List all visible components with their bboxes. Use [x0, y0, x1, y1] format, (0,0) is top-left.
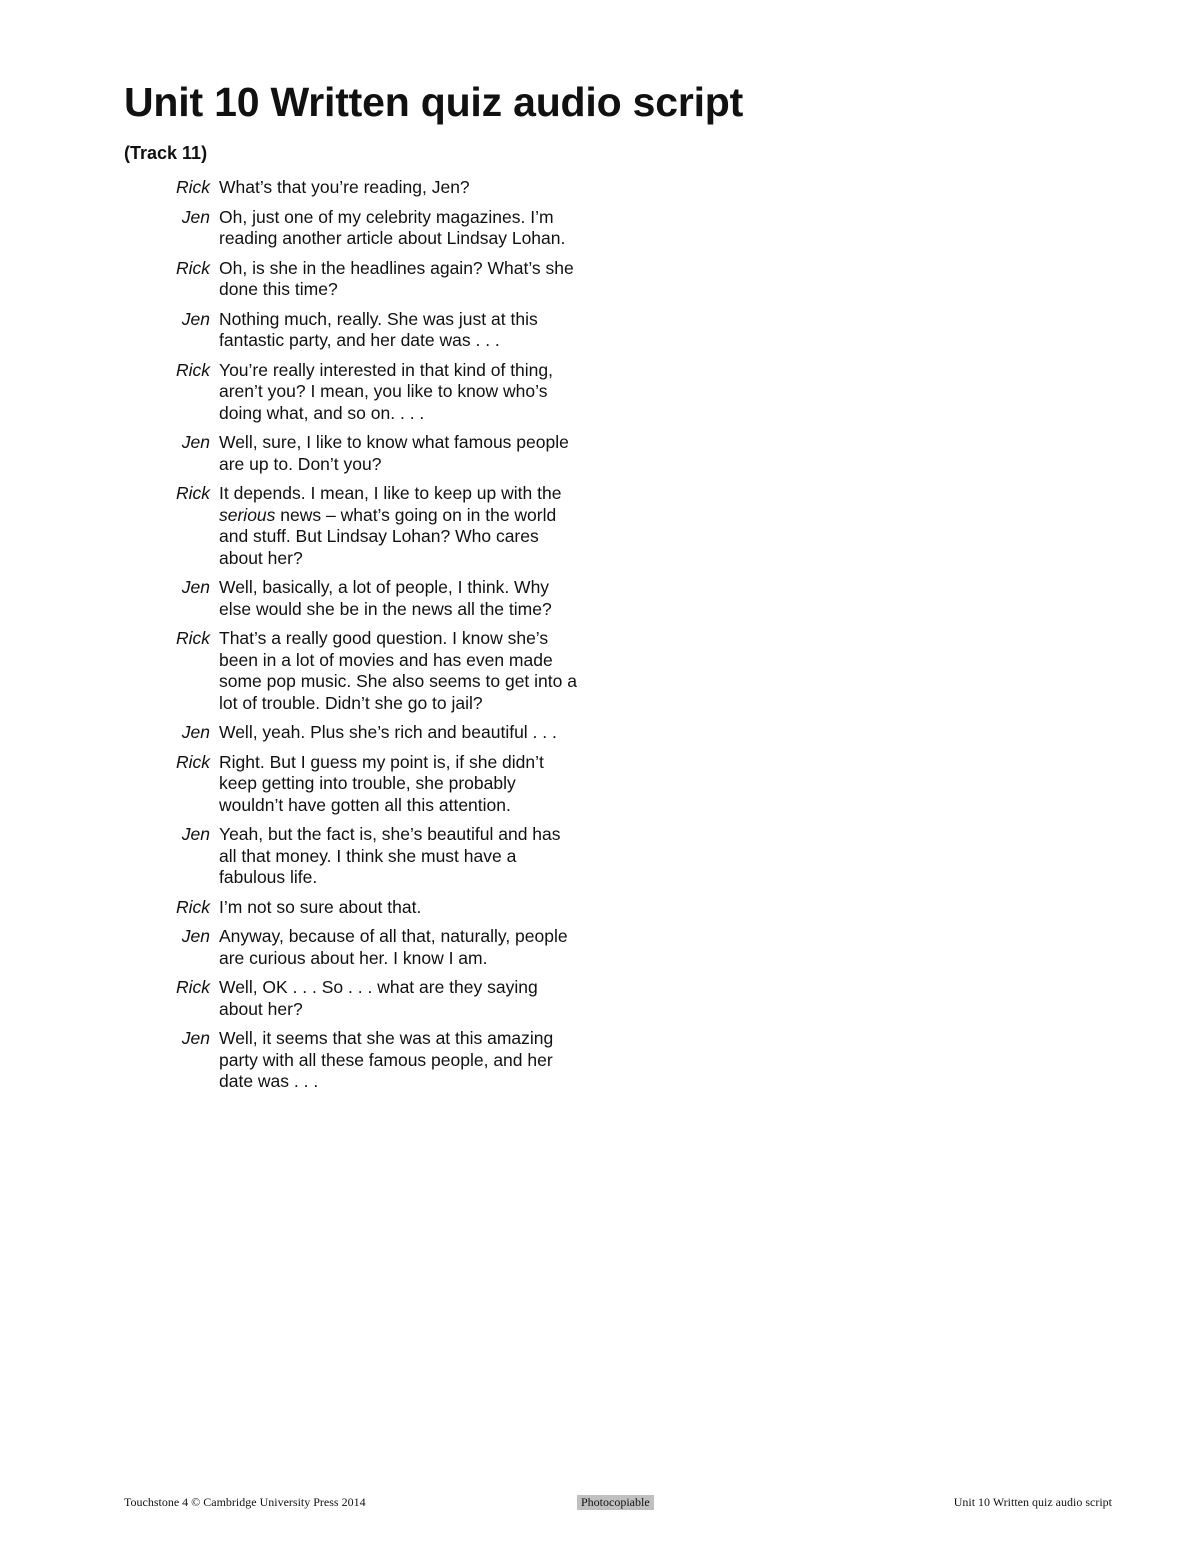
dialogue-line — [124, 628, 594, 714]
dialogue-line — [124, 177, 594, 199]
utterance-text-part: It depends. I mean, I like to keep up with the — [219, 483, 562, 503]
utterance-text — [219, 483, 581, 569]
speaker-name: Rick — [175, 977, 210, 997]
utterance-text: Well, sure, I like to know what famous people are up to. Don’t you? — [219, 432, 569, 474]
utterance-text: Well, yeah. Plus she’s rich and beautiful . . . — [219, 722, 557, 742]
dialogue-line — [124, 1028, 594, 1093]
track-label: (Track 11) — [124, 143, 208, 163]
speaker-name: Rick — [175, 896, 210, 917]
utterance-text: Well, it seems that she was at this amazing party with all these famous people, and her date was . . . — [219, 1028, 554, 1091]
utterance-text: I’m not so sure about that. — [219, 896, 422, 917]
speaker-name: Rick — [175, 359, 210, 380]
utterance-text: Anyway, because of all that, naturally, people are curious about her. I know I am. — [219, 926, 568, 968]
dialogue-line — [124, 577, 594, 620]
utterance-text: Oh, is she in the headlines again? What’s she done this time? — [219, 257, 574, 299]
emphasized-word: serious — [219, 504, 276, 525]
page-title: Unit 10 Written quiz audio script — [124, 79, 744, 125]
speaker-name: Rick — [175, 751, 210, 772]
footer-document-label: Unit 10 Written quiz audio script — [953, 1495, 1112, 1509]
dialogue-line — [124, 207, 594, 250]
dialogue-line — [124, 258, 594, 301]
speaker-name: Rick — [175, 257, 210, 278]
speaker-name: Jen — [181, 722, 210, 742]
speaker-name: Jen — [181, 1028, 210, 1048]
dialogue-list — [124, 177, 594, 1101]
utterance-text: You’re really interested in that kind of thing, aren’t you? I mean, you like to know who’s doing what, and so on. . . . — [219, 359, 554, 423]
utterance-text: Yeah, but the fact is, she’s beautiful and has all that money. I think she must have a fabulous life. — [219, 824, 561, 887]
dialogue-line — [124, 752, 594, 817]
utterance-text-part: news – what’s going on in the world and stuff. But Lindsay Lohan? Who cares about her? — [219, 504, 557, 568]
dialogue-line — [124, 926, 594, 969]
speaker-name: Rick — [175, 483, 210, 503]
utterance-text: Well, OK . . . So . . . what are they saying about her? — [219, 977, 538, 1019]
photocopiable-badge: Photocopiable — [577, 1495, 654, 1510]
speaker-name: Rick — [175, 628, 210, 648]
utterance-text: Well, basically, a lot of people, I think. Why else would she be in the news all the time? — [219, 577, 552, 619]
utterance-text: Nothing much, really. She was just at this fantastic party, and her date was . . . — [219, 308, 538, 350]
utterance-text: What’s that you’re reading, Jen? — [219, 177, 470, 197]
utterance-text: That’s a really good question. I know she’s been in a lot of movies and has even made some pop music. She also seems to get into a lot of trouble. Didn’t she go to jail? — [219, 628, 577, 713]
speaker-name: Jen — [181, 926, 210, 946]
utterance-text: Right. But I guess my point is, if she didn’t keep getting into trouble, she probably wouldn’t have gotten all this attention. — [219, 751, 544, 815]
dialogue-line — [124, 722, 594, 744]
utterance-text: Oh, just one of my celebrity magazines. I’m reading another article about Lindsay Lohan. — [219, 206, 566, 248]
dialogue-line — [124, 432, 594, 475]
footer-copyright: Touchstone 4 © Cambridge University Press 2014 — [124, 1495, 366, 1509]
speaker-name: Jen — [181, 432, 210, 452]
dialogue-line — [124, 977, 594, 1020]
speaker-name: Jen — [181, 206, 210, 227]
dialogue-line — [124, 360, 594, 425]
speaker-name: Jen — [181, 824, 210, 844]
dialogue-line — [124, 483, 594, 569]
dialogue-line — [124, 824, 594, 889]
speaker-name: Jen — [181, 308, 210, 329]
dialogue-line — [124, 897, 594, 919]
dialogue-line — [124, 309, 594, 352]
speaker-name: Rick — [175, 177, 210, 197]
speaker-name: Jen — [181, 577, 210, 597]
